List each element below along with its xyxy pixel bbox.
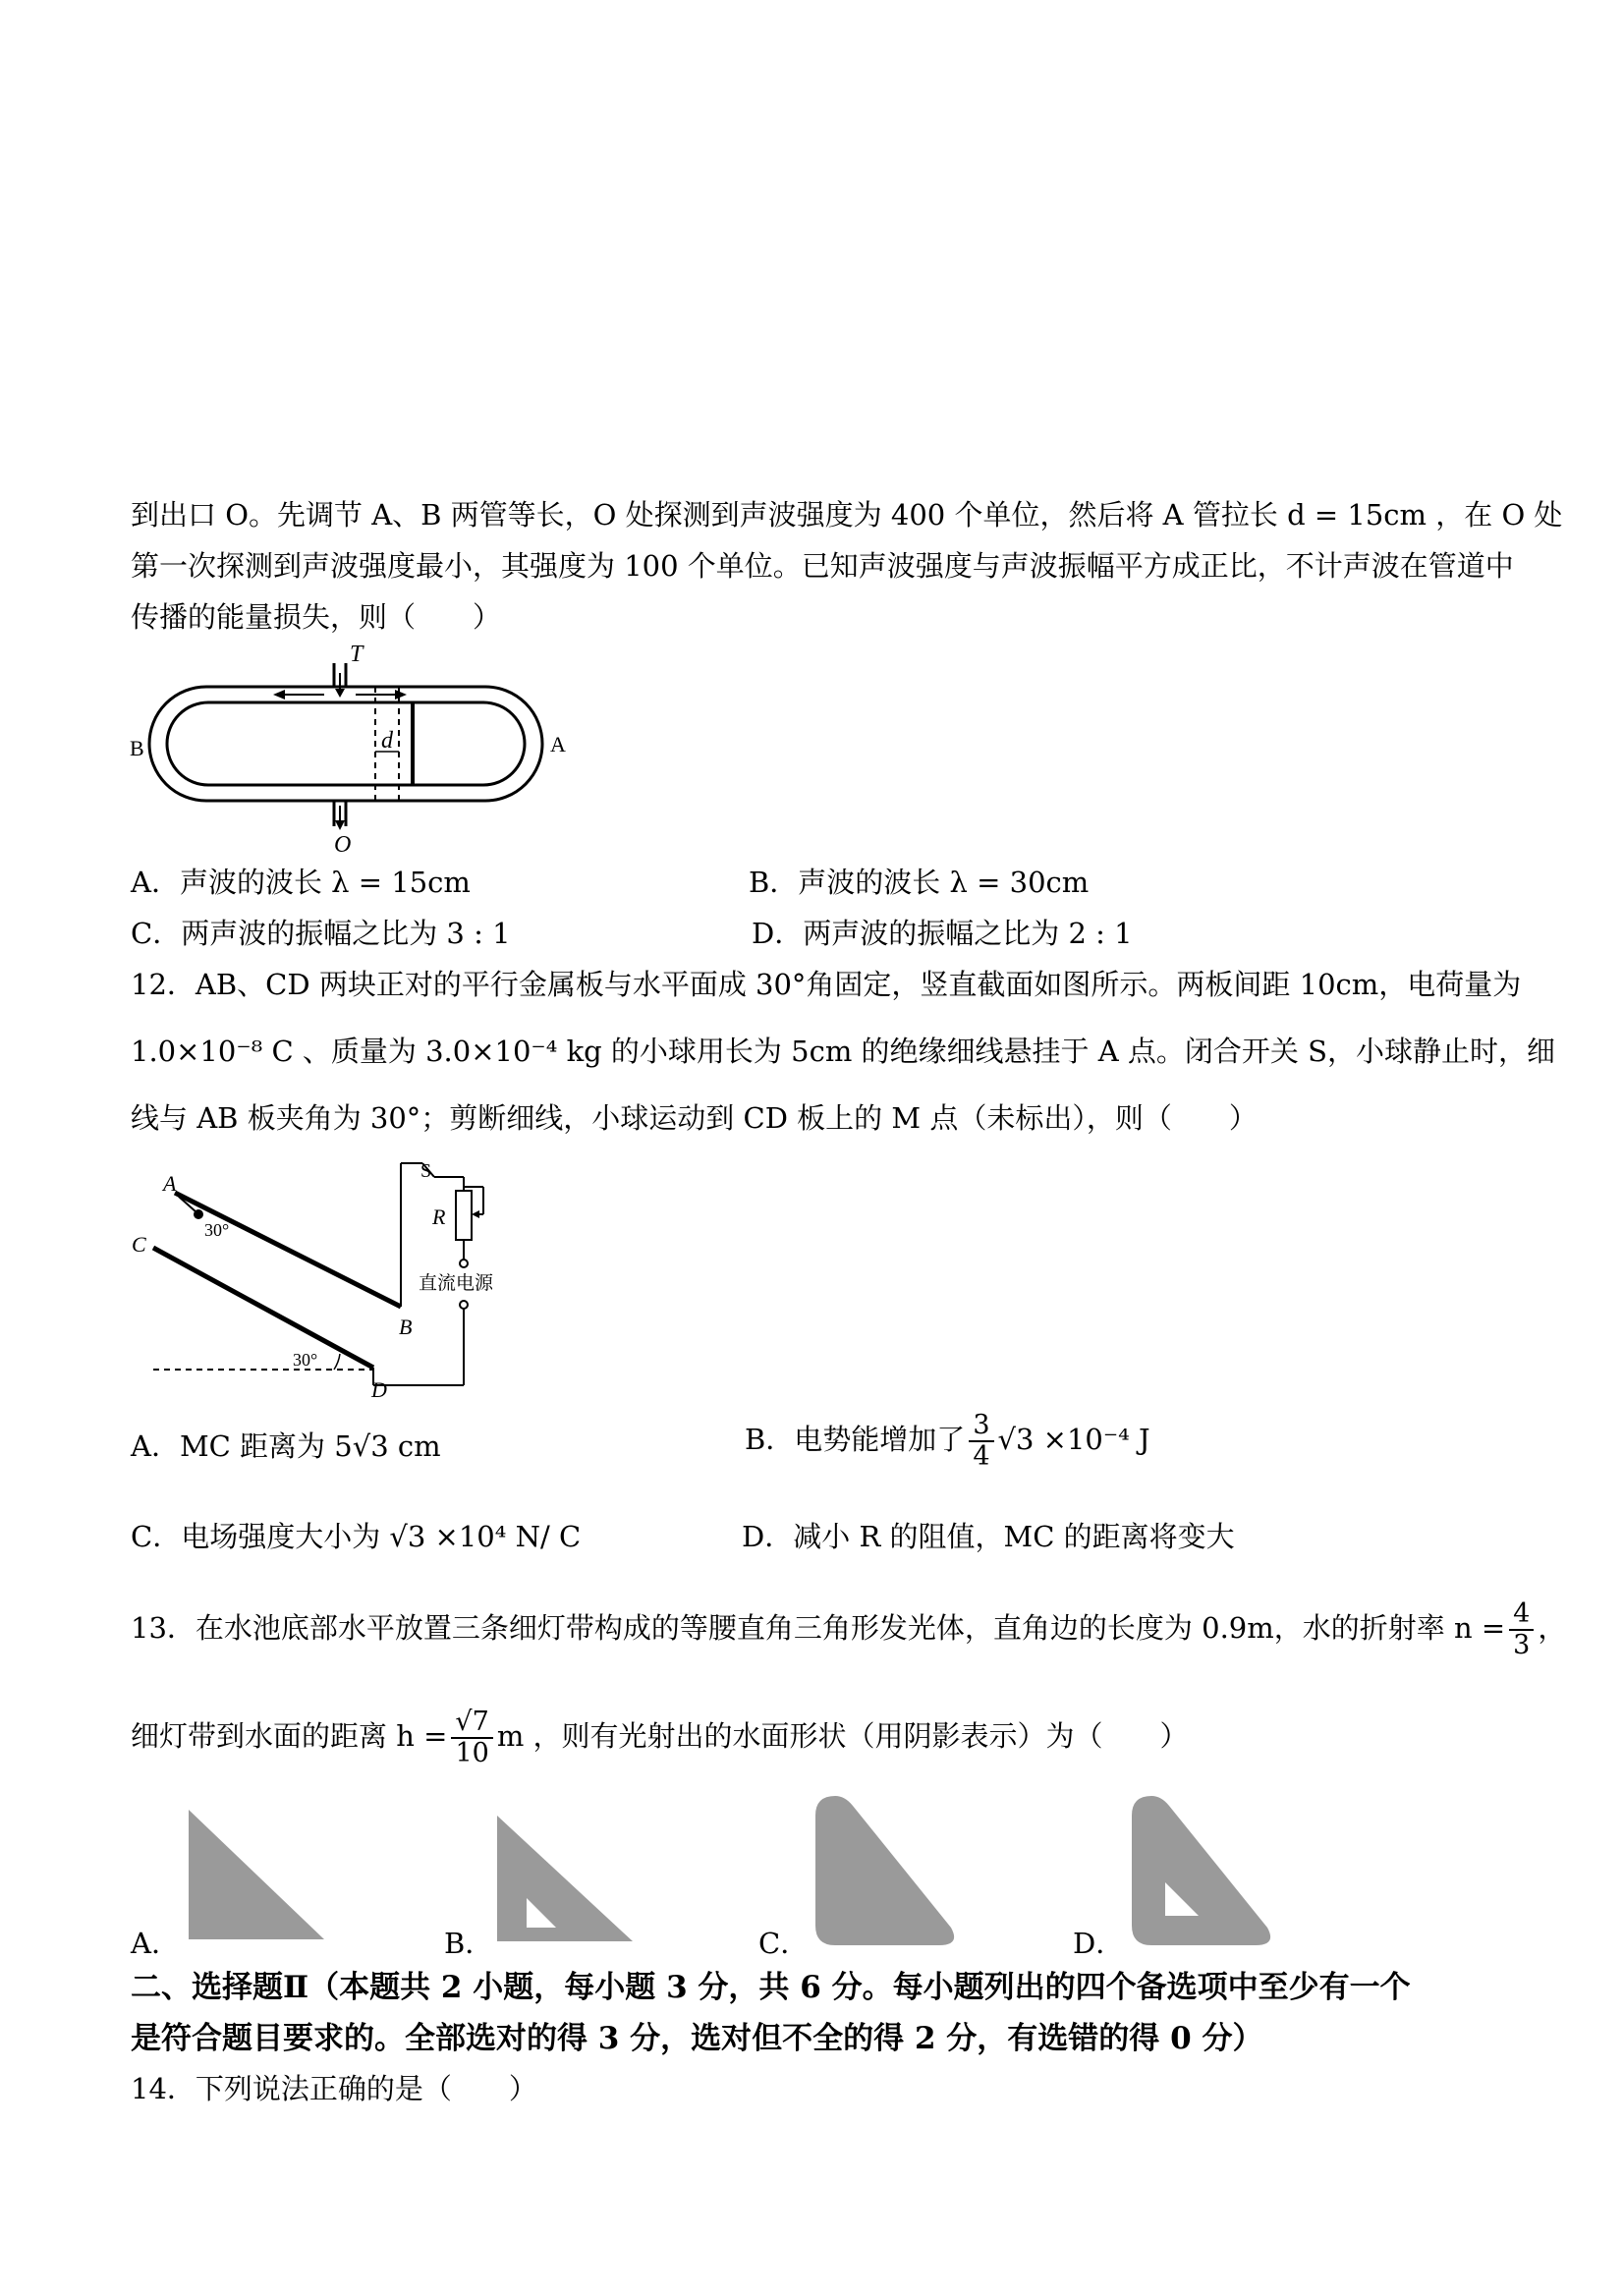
q13-option-c-label[interactable]: C． [758,1927,810,1960]
q13-h-fraction [451,1708,492,1768]
q12-line-1: 12．AB、CD 两块正对的平行金属板与水平面成 30°角固定，竖直截面如图所示。两板间距 10cm，电荷量为 [131,968,1522,1001]
q13-option-a-label[interactable]: A． [131,1927,180,1960]
q11-line-2: 第一次探测到声波强度最小，其强度为 100 个单位。已知声波强度与声波振幅平方成正比，不计声波在管道中 [131,549,1514,583]
label-plate-C: C [132,1232,146,1257]
q13-option-b-shape[interactable] [491,1810,639,1947]
label-switch-S: S [420,1160,432,1182]
q13-option-d-label[interactable]: D． [1073,1927,1125,1960]
q11-line-1: 到出口 O。先调节 A、B 两管等长，O 处探测到声波强度为 400 个单位，然后将 A 管拉长 d = 15cm ，在 O 处 [131,498,1563,532]
q12-option-b-suffix: √3 ×10⁻⁴ J [997,1423,1150,1456]
label-T: T [350,644,364,667]
q11-option-a[interactable]: A．声波的波长 λ = 15cm [131,866,471,899]
q13-line-1 [131,1599,1566,1660]
q11-option-d[interactable]: D．两声波的振幅之比为 2 : 1 [752,917,1133,950]
q13-h-numerator: √7 [451,1708,492,1739]
q12-plates-figure [128,1157,540,1408]
q12-option-b[interactable] [745,1411,1150,1472]
label-power-source: 直流电源 [419,1273,494,1294]
q11-option-c[interactable]: C．两声波的振幅之比为 3 : 1 [131,917,511,950]
q12-line-3: 线与 AB 板夹角为 30°；剪断细线，小球运动到 CD 板上的 M 点（未标出），则（ ） [131,1101,1258,1135]
q12-option-b-fraction [969,1411,993,1472]
q13-n-fraction [1509,1599,1534,1660]
q12-option-a[interactable]: A．MC 距离为 5√3 cm [131,1429,441,1463]
q11-tube-figure [128,644,589,855]
q13-option-d-shape[interactable] [1122,1792,1279,1951]
q13-line-2 [131,1708,1189,1768]
q11-option-b[interactable]: B．声波的波长 λ = 30cm [749,866,1090,899]
label-plate-B: B [399,1315,413,1339]
q13-line-2-suffix: m ，则有光射出的水面形状（用阴影表示）为（ ） [496,1719,1189,1753]
q12-option-c[interactable]: C．电场强度大小为 √3 ×10⁴ N/ C [131,1520,582,1553]
label-d: d [381,728,393,754]
label-plate-D: D [371,1377,387,1402]
label-plate-A: A [163,1171,177,1196]
q11-line-3: 传播的能量损失，则（ ） [131,600,502,634]
q12-option-b-denominator: 4 [973,1441,990,1472]
label-resistor-R: R [432,1204,446,1229]
q13-n-numerator: 4 [1509,1599,1534,1631]
q13-line-1-suffix: ， [1538,1611,1567,1645]
q12-option-b-numerator: 3 [969,1411,993,1442]
label-B: B [130,736,144,760]
q13-line-2-prefix: 细灯带到水面的距离 h = [131,1719,448,1753]
q12-option-b-prefix: B．电势能增加了 [745,1423,966,1456]
section-2-heading-line-1: 二、选择题Ⅱ（本题共 2 小题，每小题 3 分，共 6 分。每小题列出的四个备选项中至少有一个 [131,1970,1411,2005]
q13-option-b-label[interactable]: B． [444,1927,494,1960]
q14-line-1: 14．下列说法正确的是（ ） [131,2072,537,2105]
label-A: A [550,732,566,756]
label-angle-bottom: 30° [293,1350,318,1370]
q13-line-1-prefix: 13．在水池底部水平放置三条细灯带构成的等腰直角三角形发光体，直角边的长度为 0.9m，水的折射率 n = [131,1611,1506,1645]
label-angle-top: 30° [204,1220,230,1240]
q13-h-denominator: 10 [455,1738,489,1768]
q12-line-2: 1.0×10⁻⁸ C 、质量为 3.0×10⁻⁴ kg 的小球用长为 5cm 的绝缘细线悬挂于 A 点。闭合开关 S，小球静止时，细 [131,1035,1556,1068]
q12-option-d[interactable]: D．减小 R 的阻值，MC 的距离将变大 [742,1520,1235,1553]
q13-option-a-shape[interactable] [183,1804,330,1945]
q13-option-c-shape[interactable] [806,1792,963,1951]
label-O: O [334,832,352,855]
q13-n-denominator: 3 [1513,1630,1531,1660]
section-2-heading-line-2: 是符合题目要求的。全部选对的得 3 分，选对但不全的得 2 分，有选错的得 0 分） [131,2021,1263,2056]
